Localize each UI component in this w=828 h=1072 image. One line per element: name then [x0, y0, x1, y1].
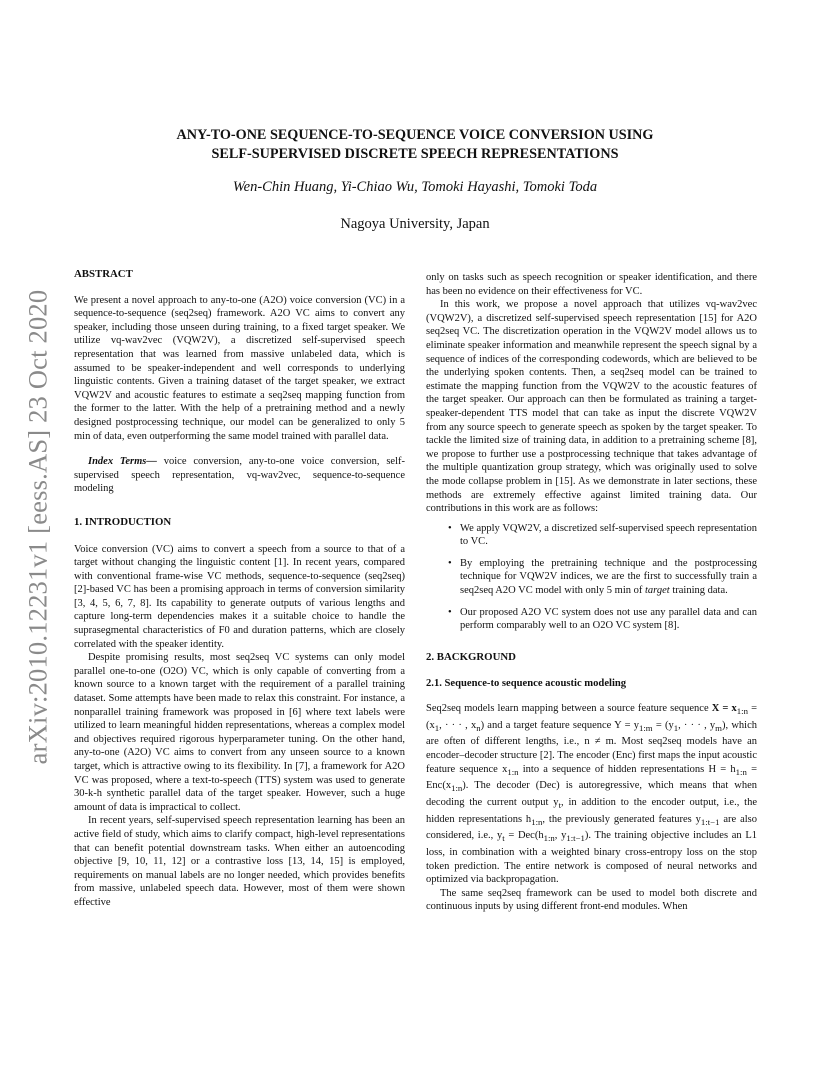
left-column [74, 268, 405, 910]
arxiv-identifier: arXiv:2010.12231v1 [eess.AS] 23 Oct 2020 [22, 289, 53, 765]
author-list: Wen-Chin Huang, Yi-Chiao Wu, Tomoki Hayashi, Tomoki Toda [232, 179, 598, 195]
intro-paragraph-2: Despite promising results, most seq2seq VC systems can only model parallel one-to-one (O2O) VC, which is only capable of converting from a known source to a known target with the requirement of a parallel training dataset. Some attempts have been made to relax this constraint. For instance, a nonparallel training framework was proposed in [6] where text labels were utilized to learn meaningful hidden representations, whereas a complex model and objectives required rigorous hyperparameter tuning. On the other hand, any-to-one (A2O) VC aims to convert from any unseen source to a known target, which is attractive owing to its flexibility. In [7], a framework for A2O VC was proposed, where a text-to-speech (TTS) system was used to generate 30-k-h synthetic parallel data of the target speaker. However, such a huge amount of data is impractical to collect. [74, 652, 405, 813]
introduction-heading: 1. INTRODUCTION [74, 515, 172, 528]
intro-paragraph-3: In recent years, self-supervised speech representation learning has been an active field of study, which aims to clarify compact, high-level representations that can benefit potential downstream tasks. When either an autoencoding objective [9, 10, 11, 12] or a contrastive loss [13, 14, 15] is employed, requirements on manual labels are no longer needed, which provides benefits from massive, unlabeled speech data. However, most of them were shown effective [74, 815, 405, 908]
arxiv-sidebar [18, 282, 58, 772]
background-paragraph-2: The same seq2seq framework can be used to model both discrete and continuous inputs by using different front-end modules. When [426, 887, 757, 913]
bullet-2-text-b: training data. [669, 585, 728, 597]
intro-paragraph-1: Voice conversion (VC) aims to convert a speech from a source to that of a target without changing the linguistic content [1]. In recent years, compared with conventional frame-wise VC methods, sequence-to-sequence (seq2seq) [2]-based VC has been a promising approach in terms of conversion similarity [3, 4, 5, 6, 7, 8]. Its capability to generate outputs of various lengths and capture long-term dependencies makes it a suitable choice to handle the suprasegmental characteristics of F0 and duration patterns, which are closely correlated with the speaker identity. [74, 543, 405, 650]
contribution-bullet-2 [426, 557, 757, 598]
title-line-1: ANY-TO-ONE SEQUENCE-TO-SEQUENCE VOICE CONVERSION USING [176, 127, 654, 143]
background-heading: 2. BACKGROUND [426, 650, 516, 663]
bullet-2-text-a: By employing the pretraining technique and the postprocessing technique for VQW2V indices, we are the first to successfully train a seq2seq A2O VC model with only 5 min of [460, 557, 757, 597]
background-paragraph-1: Seq2seq models learn mapping between a source feature sequence $X = x_{1:n} = (x_1$, · · · , $x_n$) and a target feature sequence $Y = y_{1:m} = (y_1$, · · · , $y_m$), which are often of different lengths, i.e., n ≠ m. Most seq2seq models have an encoder–decoder structure [2]. The encoder (Enc) first maps the input acoustic feature sequence $x_{1:n}$ into a sequence of hidden representations $H = h_{1:n} = Enc(x_{1:n})$. The decoder (Dec) is autoregressive, which means that when decoding the current output $y_t$, in addition to the encoder output, i.e., the hidden representations $h_{1:n}$, the previously generated features $y_{1:t-1}$ are also considered, i.e., $y_t = Dec(h_{1:n}$, $y_{1:t-1}$). The training objective includes an L1 loss, in combination with a weighted binary cross-entropy loss on the stop token prediction. The entire network is composed of neural networks and optimized via backpropagation. [426, 703, 758, 886]
paper-title [90, 126, 740, 164]
intro-paragraph-5: In this work, we propose a novel approach that utilizes vq-wav2vec (VQW2V), a discretized self-supervised speech representation [15] for A2O seq2seq VC. The discretization operation in the VQW2V model allows us to eliminate speaker information and meanwhile represent the speech signal by a sequence of indices of the corresponding codewords, which are believed to be the underlying spoken contents. Then, a seq2seq model can be trained to estimate the mapping function from the VQW2V to the acoustic features of the target speaker. Our approach can then be formulated as training a target-speaker-dependent TTS model that can take as input the discrete VQW2V from any source speech to generate speech as spoken by the target speaker. To tackle the limited size of training data, in addition to a pretraining scheme [8], we propose to further use a postprocessing technique that takes advantage of the multiple quantization group strategy, which was originally used to solve the mode collapse problem in [15]. As we demonstrate in later sections, these methods are extremely effective against limited training data. Our contributions in this work are as follows: [426, 299, 757, 515]
index-terms [74, 455, 405, 496]
contribution-bullet-3: • Our proposed A2O VC system does not use any parallel data and can perform comparably well to an O2O VC system [8]. [426, 606, 757, 633]
bullet-2-emphasis: target [645, 585, 670, 597]
title-line-2: SELF-SUPERVISED DISCRETE SPEECH REPRESENTATIONS [211, 146, 619, 162]
affiliation: Nagoya University, Japan [340, 216, 490, 232]
subsection-heading: 2.1. Sequence-to sequence acoustic modeling [426, 678, 627, 690]
abstract-text: We present a novel approach to any-to-one (A2O) voice conversion (VC) in a sequence-to-sequence (seq2seq) framework. A2O VC aims to convert any speaker, including those unseen during training, to a fixed target speaker. We utilize vq-wav2vec (VQW2V), a discretized self-supervised speech representation that was learned from massive unlabeled data, which is assumed to be speaker-independent and well corresponds to underlying linguistic contents. Given a training dataset of the target speaker, we extract VQW2V and acoustic features to estimate a seq2seq mapping function from the former to the latter. With the help of a pretraining method and a newly designed postprocessing technique, our model can be generalized to only 5 min of data, even outperforming the same model trained with parallel data. [74, 294, 405, 442]
abstract-heading: ABSTRACT [74, 268, 133, 280]
index-terms-text: voice conversion, any-to-one voice conversion, self-supervised speech representation, vq-wav2vec, sequence-to-sequence modeling [74, 456, 405, 495]
right-column [426, 271, 757, 914]
contribution-bullet-1: • We apply VQW2V, a discretized self-supervised speech representation to VC. [426, 522, 757, 549]
index-terms-label: Index Terms— [88, 456, 157, 468]
intro-paragraph-4: only on tasks such as speech recognition or speaker identification, and there has been no evidence on their effectiveness for VC. [426, 272, 757, 297]
